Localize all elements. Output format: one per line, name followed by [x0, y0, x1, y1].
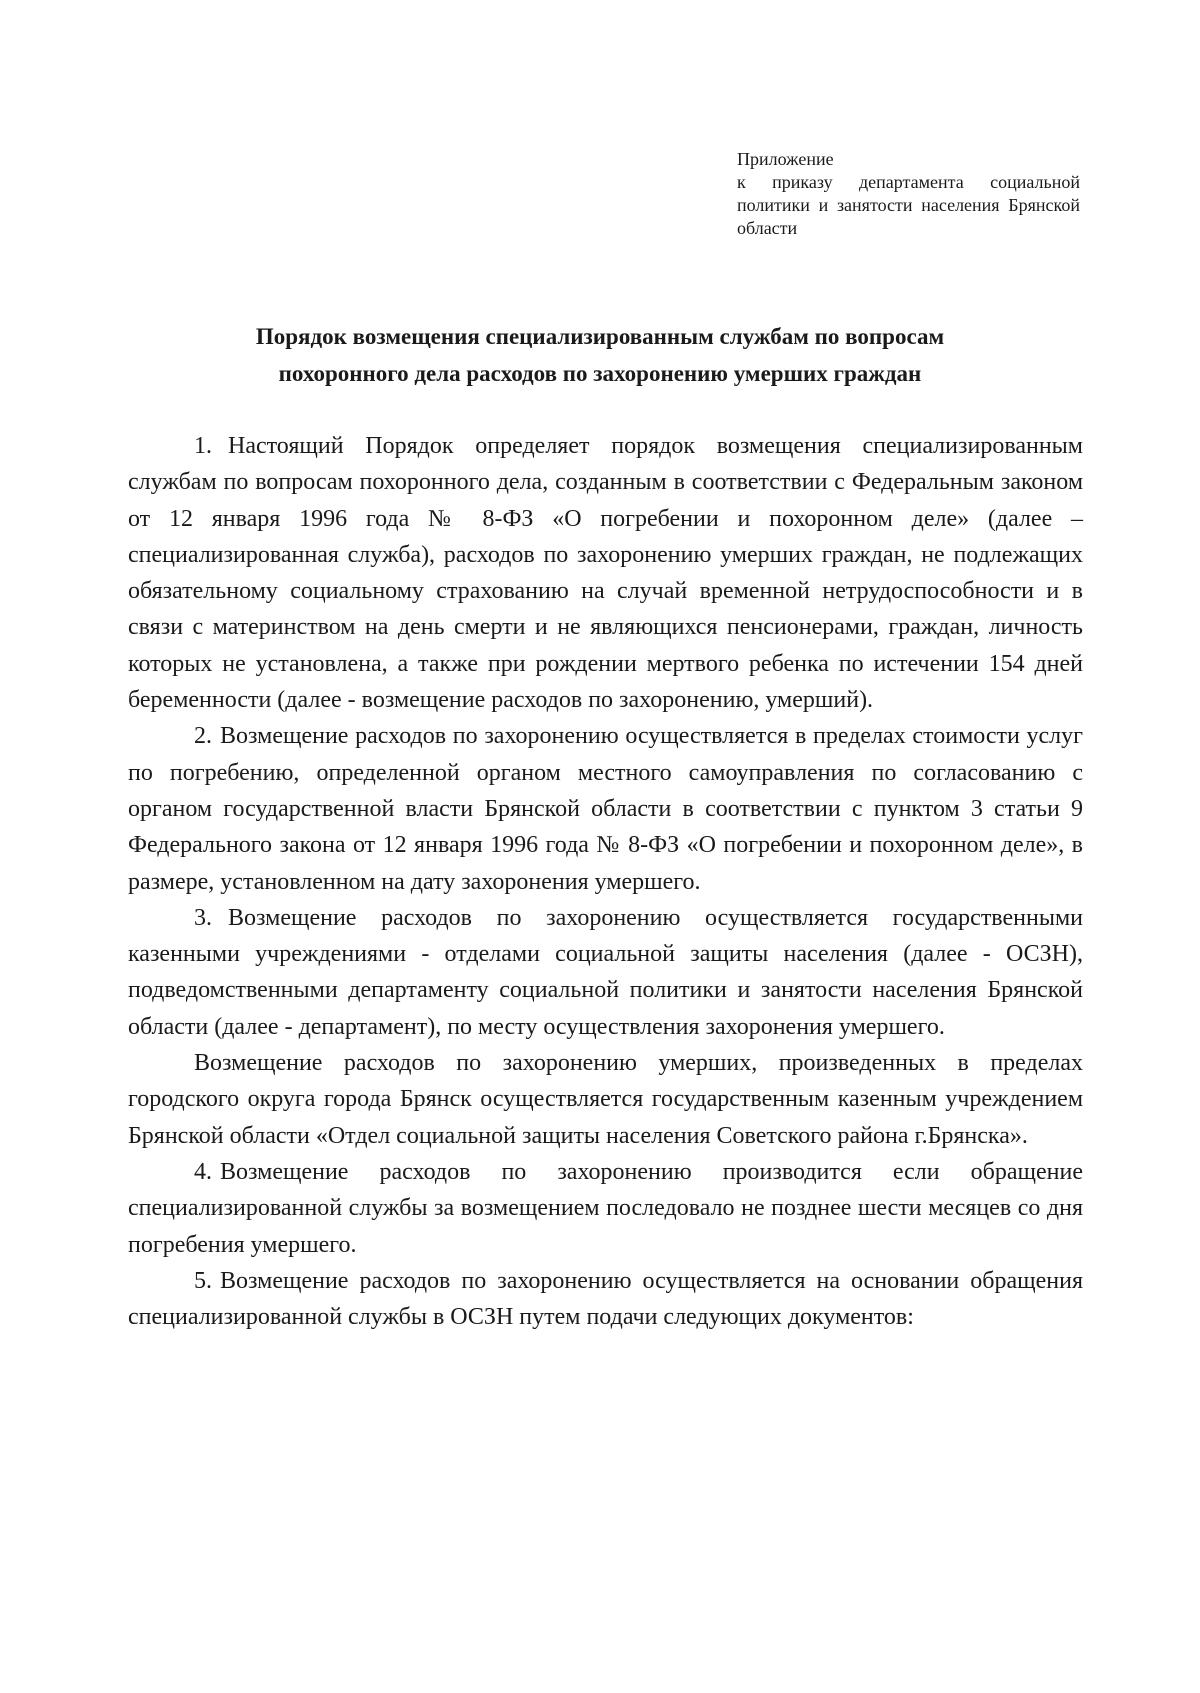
paragraph-number: 5. — [194, 1267, 212, 1294]
paragraph-5 — [128, 1263, 1083, 1336]
paragraph-number: 3. — [194, 904, 212, 931]
title-line-2: похоронного дела расходов по захоронению умерших граждан — [278, 361, 922, 386]
appendix-block — [737, 148, 1080, 240]
paragraph-text: Настоящий Порядок определяет порядок возмещения специализированным службам по вопросам похоронного дела, созданным в соответствии с Федеральным законом от 12 января 1996 года № 8-ФЗ «О погребении и похоронном деле» (далее – специализированная служба), расходов по захоронению умерших граждан, не подлежащих обязательному социальному страхованию на случай временной нетрудоспособности и в связи с материнством на день смерти и не являющихся пенсионерами, граждан, личность которых не установлена, а также при рождении мертвого ребенка по истечении 154 дней беременности (далее - возмещение расходов по захоронению, умерший). — [128, 433, 1083, 714]
paragraph-1 — [128, 428, 1083, 718]
paragraph-number: 4. — [194, 1158, 212, 1185]
appendix-heading: Приложение — [737, 149, 834, 169]
paragraph-text: Возмещение расходов по захоронению осуществляется на основании обращения специализированной службы в ОСЗН путем подачи следующих документов: — [128, 1267, 1083, 1331]
paragraph-text: Возмещение расходов по захоронению производится если обращение специализированной службы за возмещением последовало не позднее шести месяцев со дня погребения умершего. — [128, 1158, 1083, 1258]
paragraph-3 — [128, 900, 1083, 1045]
paragraph-3-continuation — [128, 1045, 1083, 1154]
paragraph-number: 2. — [194, 723, 212, 750]
paragraph-text: Возмещение расходов по захоронению осуществляется государственными казенными учреждениями - отделами социальной защиты населения (далее - ОСЗН), подведомственными департаменту социальной политики и занятости населения Брянской области (далее - департамент), по месту осуществления захоронения умершего. — [128, 904, 1083, 1040]
paragraph-2 — [128, 718, 1083, 899]
appendix-reference: к приказу департамента социальной политики и занятости населения Брянской области — [737, 172, 1080, 238]
document-body — [128, 428, 1083, 1335]
title-line-1: Порядок возмещения специализированным службам по вопросам — [255, 324, 945, 349]
paragraph-text: Возмещение расходов по захоронению умерших, произведенных в пределах городского округа города Брянск осуществляется государственным казенным учреждением Брянской области «Отдел социальной защиты населения Советского района г.Брянска». — [128, 1050, 1083, 1149]
paragraph-number: 1. — [194, 433, 212, 459]
document-title — [140, 318, 1060, 392]
paragraph-text: Возмещение расходов по захоронению осуществляется в пределах стоимости услуг по погребению, определенной органом местного самоуправления по согласованию с органом государственной власти Брянской области в соответствии с пунктом 3 статьи 9 Федерального закона от 12 января 1996 года № 8-ФЗ «О погребении и похоронном деле», в размере, установленном на дату захоронения умершего. — [128, 723, 1083, 895]
paragraph-4 — [128, 1154, 1083, 1263]
